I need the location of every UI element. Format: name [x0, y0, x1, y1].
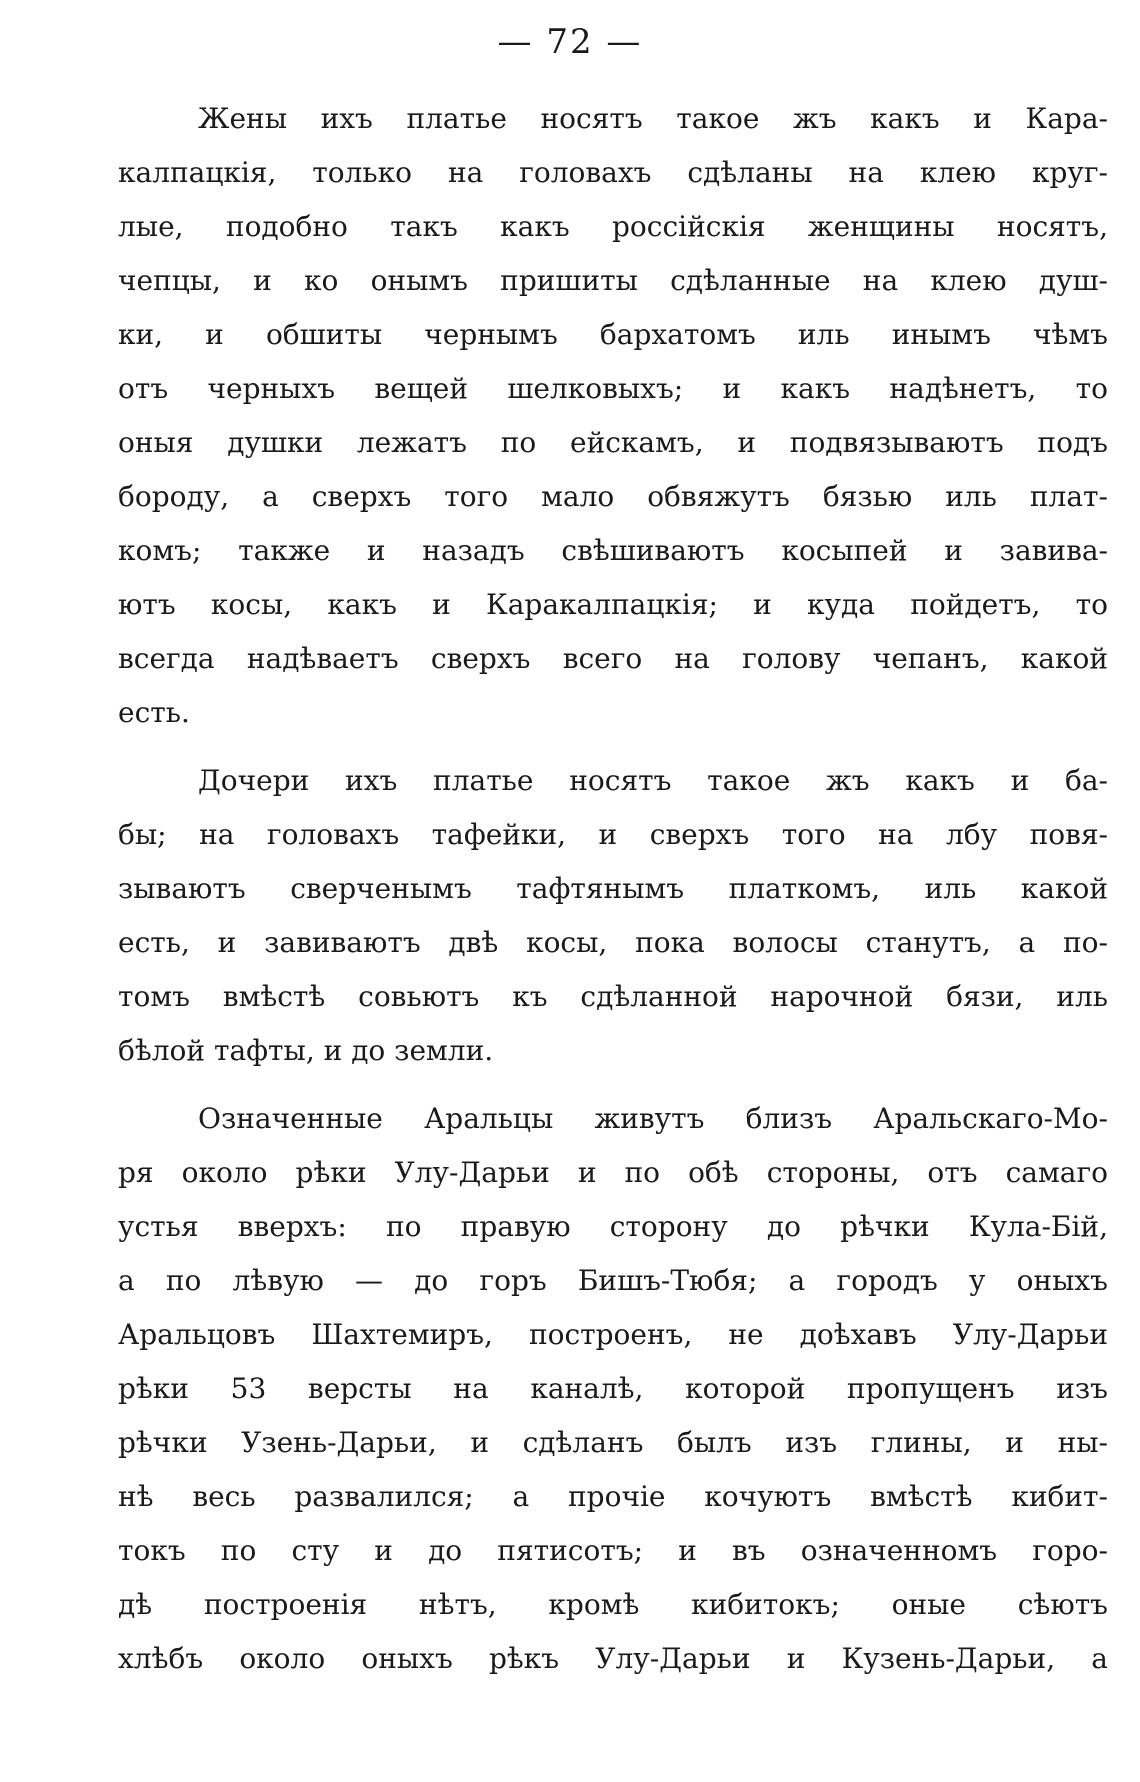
- text-line: Дочери ихъ платье носятъ такое жъ какъ и ба-: [198, 764, 1108, 797]
- text-line: дѣ построенія нѣтъ, кромѣ кибитокъ; оные сѣютъ: [118, 1588, 1108, 1621]
- text-line: есть.: [118, 696, 190, 729]
- text-line: калпацкія, только на головахъ сдѣланы на клею круг-: [118, 156, 1108, 189]
- body-text: [118, 92, 1108, 1686]
- paragraph-1: [118, 92, 1108, 740]
- text-line: Жены ихъ платье носятъ такое жъ какъ и Кара-: [198, 102, 1108, 135]
- text-line: рѣчки Узень-Дарьи, и сдѣланъ былъ изъ глины, и ны-: [118, 1426, 1108, 1459]
- text-line: нѣ весь развалился; а прочіе кочуютъ вмѣстѣ кибит-: [118, 1480, 1108, 1513]
- text-line: бѣлой тафты, и до земли.: [118, 1034, 494, 1067]
- text-line: хлѣбъ около оныхъ рѣкъ Улу-Дарьи и Кузень-Дарьи, а: [118, 1642, 1108, 1675]
- text-line: ря около рѣки Улу-Дарьи и по обѣ стороны, отъ самаго: [118, 1156, 1108, 1189]
- paragraph-3: [118, 1092, 1108, 1686]
- text-line: устья вверхъ: по правую сторону до рѣчки Кула-Бій,: [118, 1210, 1108, 1243]
- text-line: токъ по сту и до пятисотъ; и въ означенномъ горо-: [118, 1534, 1108, 1567]
- text-line: комъ; также и назадъ свѣшиваютъ косыпей и завива-: [118, 534, 1108, 567]
- text-line: есть, и завиваютъ двѣ косы, пока волосы станутъ, а по-: [118, 926, 1108, 959]
- text-line: лые, подобно такъ какъ россійскія женщины носятъ,: [118, 210, 1108, 243]
- paragraph-spacer: [118, 1078, 1108, 1092]
- text-line: оныя душки лежатъ по ейскамъ, и подвязываютъ подъ: [118, 426, 1108, 459]
- text-line: отъ черныхъ вещей шелковыхъ; и какъ надѣнетъ, то: [118, 372, 1108, 405]
- text-line: ютъ косы, какъ и Каракалпацкія; и куда пойдетъ, то: [118, 588, 1108, 621]
- page-number: — 72 —: [497, 22, 643, 62]
- text-line: всегда надѣваетъ сверхъ всего на голову чепанъ, какой: [118, 642, 1108, 675]
- text-line: чепцы, и ко онымъ пришиты сдѣланные на клею душ-: [118, 264, 1108, 297]
- text-line: зываютъ сверченымъ тафтянымъ платкомъ, иль какой: [118, 872, 1108, 905]
- text-line: бы; на головахъ тафейки, и сверхъ того на лбу повя-: [118, 818, 1108, 851]
- text-line: Аральцовъ Шахтемиръ, построенъ, не доѣхавъ Улу-Дарьи: [118, 1318, 1108, 1351]
- paragraph-2: [118, 754, 1108, 1078]
- text-line: а по лѣвую — до горъ Бишъ-Тюбя; а городъ у оныхъ: [118, 1264, 1108, 1297]
- text-line: томъ вмѣстѣ совьютъ къ сдѣланной нарочной бязи, иль: [118, 980, 1108, 1013]
- text-line: бороду, а сверхъ того мало обвяжутъ бязью иль плат-: [118, 480, 1108, 513]
- text-line: ки, и обшиты чернымъ бархатомъ иль инымъ чѣмъ: [118, 318, 1108, 351]
- text-line: Означенные Аральцы живутъ близъ Аральскаго-Мо-: [198, 1102, 1108, 1135]
- text-line: рѣки 53 версты на каналѣ, которой пропущенъ изъ: [118, 1372, 1108, 1405]
- paragraph-spacer: [118, 740, 1108, 754]
